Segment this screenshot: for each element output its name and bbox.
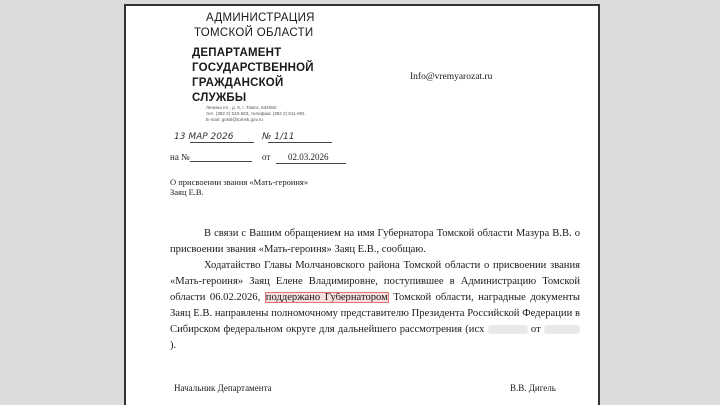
signer-name: В.В. Дигель (510, 383, 556, 393)
admin-line-2: ТОМСКОЙ ОБЛАСТИ (194, 27, 314, 39)
subject-line: О присвоении звания «Мать-героиня» (170, 177, 309, 187)
letter-body (170, 226, 580, 354)
body-text-segment: Томской области, наградные документы Заяц Е.В. направлены полномочному представителю Президента Российской Федерации в Сибирском федеральном округе для дальнейшего рассмотрения (исх (170, 292, 580, 335)
department-title (192, 46, 314, 106)
subject-line: Заяц Е.В. (170, 187, 204, 197)
contact-line: тел. (382 2) 510-583, телефакс (382 2) 511-891 (206, 111, 305, 116)
ref-date-label: от (262, 152, 271, 162)
ref-date-line (276, 163, 346, 164)
contact-details (206, 105, 305, 123)
dept-line: СЛУЖБЫ (192, 92, 247, 104)
body-paragraph-1: В связи с Вашим обращением на имя Губернатора Томской области Мазура В.В. о присвоении звания «Мать-героиня» Заяц Е.В., сообщаю. (170, 228, 580, 255)
dept-line: ГРАЖДАНСКОЙ (192, 77, 284, 89)
redacted-date (544, 325, 580, 334)
registration-stamp-number: № 1/11 (262, 132, 295, 142)
body-paragraph-2 (170, 258, 580, 354)
contact-line: Ленина пл., д. 6, г. Томск, 634050 (206, 105, 277, 110)
body-text-segment: от (527, 324, 544, 335)
redacted-number (488, 325, 528, 334)
ref-number-label: на № (170, 152, 190, 162)
dept-line: ДЕПАРТАМЕНТ (192, 47, 282, 59)
stamp-date-line (190, 142, 254, 143)
contact-line: E-mail: gossl@tomsk.gov.ru (206, 117, 263, 122)
registration-stamp-date: 13 МАР 2026 (174, 132, 234, 142)
letter-page (124, 4, 600, 405)
body-text-segment: ). (170, 340, 177, 351)
admin-line-1: АДМИНИСТРАЦИЯ (206, 12, 315, 24)
letter-subject (170, 177, 308, 197)
highlighted-phrase: поддержано Губернатором (265, 292, 388, 303)
stamp-number-line (268, 142, 332, 143)
body-text-segment: Ходатайство Главы Молчановского района Томской области о присвоении звания «Мать-героиня» Заяц Елене Владимировне, поступившее в Администрацию Томской области 06.02.2026, (170, 260, 580, 303)
signer-position: Начальник Департамента (174, 383, 272, 393)
ref-date-value: 02.03.2026 (288, 152, 329, 162)
ref-number-line (190, 161, 252, 162)
dept-line: ГОСУДАРСТВЕННОЙ (192, 62, 314, 74)
recipient-email: Info@vremyarozat.ru (410, 72, 493, 82)
